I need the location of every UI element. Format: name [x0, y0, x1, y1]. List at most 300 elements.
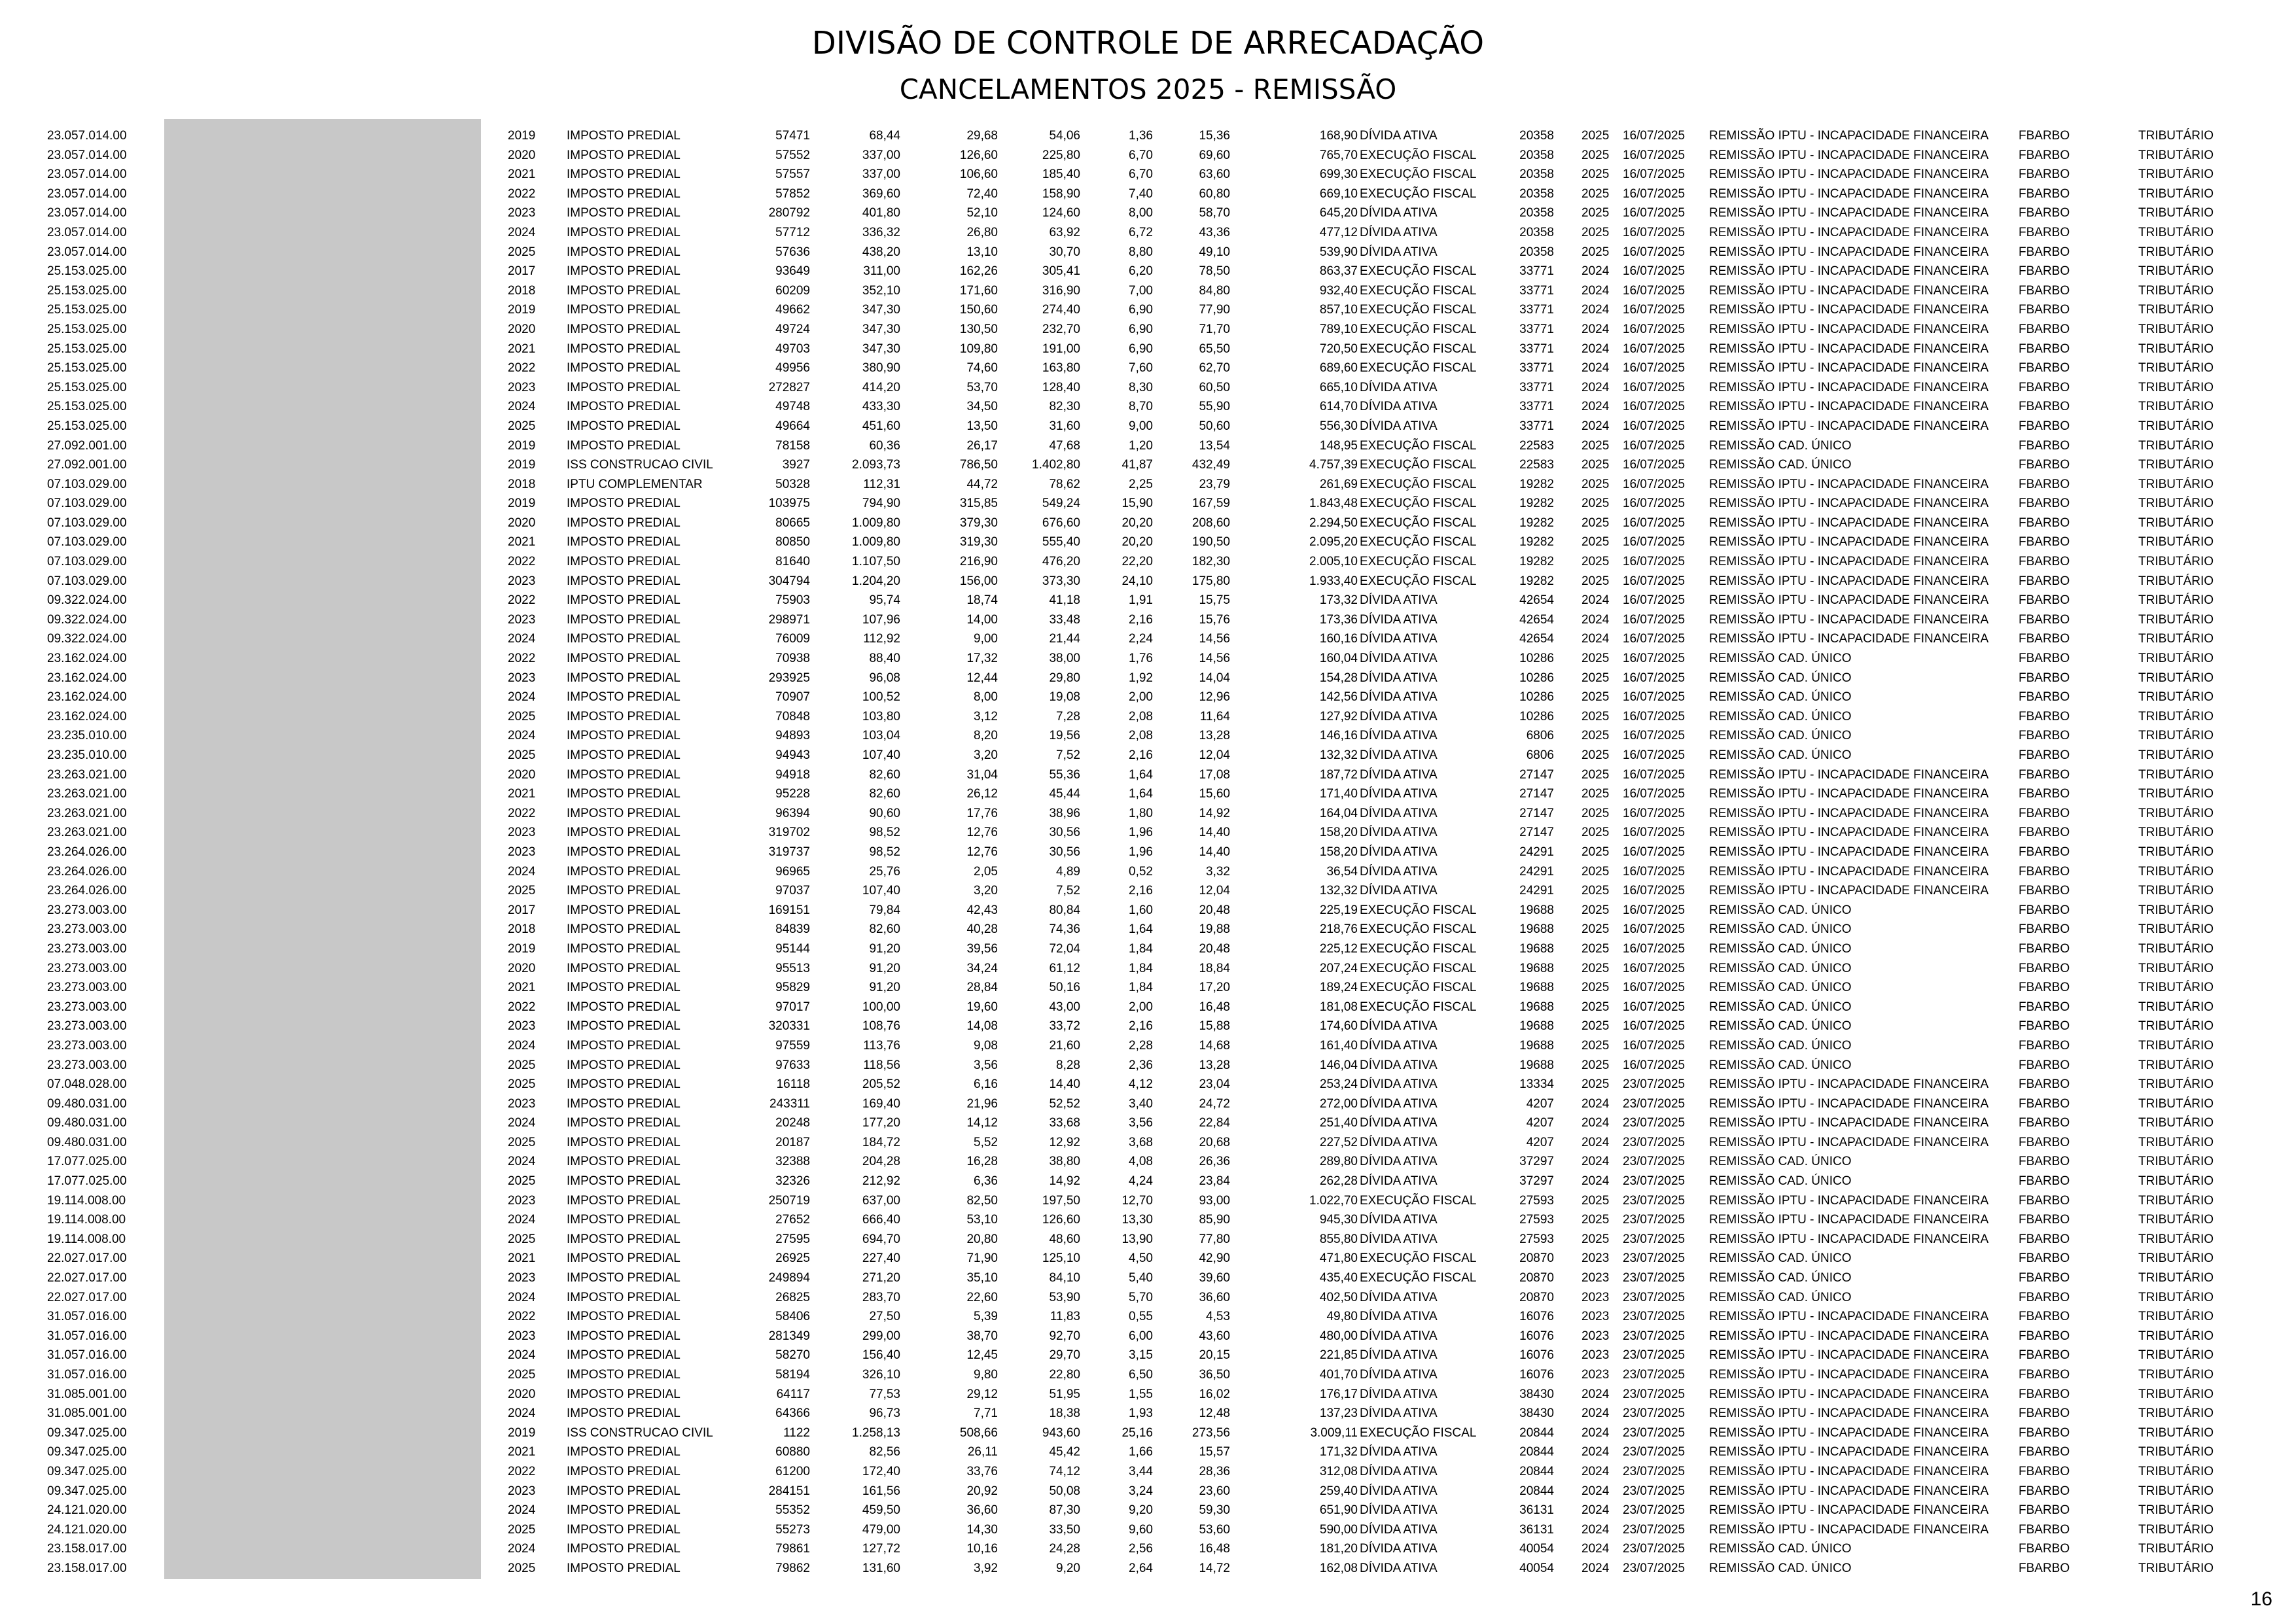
total-cell: 259,40 — [1319, 1484, 1358, 1498]
correcao-cell: 315,85 — [959, 497, 998, 511]
valor-original-cell: 369,60 — [862, 186, 900, 201]
processo-cell: 20358 — [1519, 245, 1554, 259]
juros-cell: 14,40 — [1049, 1077, 1080, 1092]
tributo-cell: IMPOSTO PREDIAL — [567, 380, 680, 394]
processo-cell: 19688 — [1519, 941, 1554, 956]
situacao-cell: EXECUÇÃO FISCAL — [1360, 497, 1477, 511]
usuario-cell: FBARBO — [2019, 477, 2070, 491]
motivo-cell: REMISSÃO IPTU - INCAPACIDADE FINANCEIRA — [1709, 1096, 1989, 1111]
processo-cell: 20358 — [1519, 206, 1554, 220]
data-cell: 16/07/2025 — [1623, 555, 1686, 569]
inscricao-cell: 23.273.003.00 — [47, 903, 127, 917]
data-cell: 16/07/2025 — [1623, 380, 1686, 394]
valor-original-cell: 91,20 — [869, 961, 900, 975]
tributo-cell: IMPOSTO PREDIAL — [567, 748, 680, 762]
exercicio-cell: 2023 — [508, 845, 536, 859]
total-cell: 171,40 — [1319, 787, 1358, 801]
juros-cell: 84,10 — [1049, 1271, 1080, 1285]
juros-cell: 82,30 — [1049, 400, 1080, 414]
usuario-cell: FBARBO — [2019, 206, 2070, 220]
total-cell: 477,12 — [1319, 225, 1358, 239]
multa-cell: 7,40 — [1129, 186, 1153, 201]
motivo-cell: REMISSÃO IPTU - INCAPACIDADE FINANCEIRA — [1709, 167, 1989, 182]
correcao-cell: 20,80 — [966, 1232, 998, 1246]
situacao-cell: DÍVIDA ATIVA — [1360, 129, 1438, 143]
situacao-cell: DÍVIDA ATIVA — [1360, 1174, 1438, 1189]
valor-original-cell: 666,40 — [862, 1213, 900, 1227]
table-row — [0, 669, 2296, 688]
usuario-cell: FBARBO — [2019, 1387, 2070, 1401]
tipo-cell: TRIBUTÁRIO — [2138, 283, 2214, 298]
data-cell: 16/07/2025 — [1623, 341, 1686, 356]
situacao-cell: EXECUÇÃO FISCAL — [1360, 941, 1477, 956]
data-cell: 16/07/2025 — [1623, 709, 1686, 724]
total-cell: 161,40 — [1319, 1038, 1358, 1053]
processo-ano-cell: 2025 — [1581, 148, 1610, 162]
processo-ano-cell: 2024 — [1581, 341, 1610, 356]
multa-cell: 6,00 — [1129, 1329, 1153, 1343]
tributo-cell: IMPOSTO PREDIAL — [567, 1096, 680, 1111]
situacao-cell: DÍVIDA ATIVA — [1360, 380, 1438, 394]
table-row — [0, 784, 2296, 804]
situacao-cell: EXECUÇÃO FISCAL — [1360, 477, 1477, 491]
table-row — [0, 1520, 2296, 1540]
correcao-cell: 33,76 — [966, 1464, 998, 1478]
juros-cell: 55,36 — [1049, 767, 1080, 782]
correcao-cell: 8,00 — [974, 690, 998, 705]
tributo-cell: IMPOSTO PREDIAL — [567, 1000, 680, 1014]
total-cell: 699,30 — [1319, 167, 1358, 182]
tipo-cell: TRIBUTÁRIO — [2138, 671, 2214, 685]
tributo-cell: IMPOSTO PREDIAL — [567, 1038, 680, 1053]
motivo-cell: REMISSÃO IPTU - INCAPACIDADE FINANCEIRA — [1709, 148, 1989, 162]
multa-cell: 5,40 — [1129, 1271, 1153, 1285]
data-cell: 16/07/2025 — [1623, 515, 1686, 530]
table-row — [0, 1346, 2296, 1365]
lancamento-cell: 61200 — [775, 1464, 810, 1478]
tipo-cell: TRIBUTÁRIO — [2138, 1213, 2214, 1227]
situacao-cell: DÍVIDA ATIVA — [1360, 1406, 1438, 1421]
table-row — [0, 959, 2296, 979]
table-row — [0, 494, 2296, 514]
multa-cell: 1,96 — [1129, 826, 1153, 840]
exercicio-cell: 2024 — [508, 1406, 536, 1421]
tipo-cell: TRIBUTÁRIO — [2138, 1425, 2214, 1440]
processo-cell: 24291 — [1519, 845, 1554, 859]
table-row — [0, 417, 2296, 436]
table-row — [0, 823, 2296, 843]
usuario-cell: FBARBO — [2019, 1542, 2070, 1556]
exercicio-cell: 2019 — [508, 458, 536, 472]
table-row — [0, 1172, 2296, 1191]
lancamento-cell: 96965 — [775, 864, 810, 879]
processo-cell: 20844 — [1519, 1484, 1554, 1498]
lancamento-cell: 319737 — [768, 845, 810, 859]
processo-ano-cell: 2025 — [1581, 1232, 1610, 1246]
multa-cell: 3,68 — [1129, 1135, 1153, 1149]
usuario-cell: FBARBO — [2019, 438, 2070, 453]
data-cell: 16/07/2025 — [1623, 477, 1686, 491]
juros-cell: 43,00 — [1049, 1000, 1080, 1014]
processo-ano-cell: 2024 — [1581, 593, 1610, 608]
correcao-cell: 19,60 — [966, 1000, 998, 1014]
situacao-cell: EXECUÇÃO FISCAL — [1360, 283, 1477, 298]
processo-cell: 19688 — [1519, 1038, 1554, 1053]
correcao-cell: 29,68 — [966, 129, 998, 143]
data-cell: 16/07/2025 — [1623, 1058, 1686, 1072]
data-cell: 23/07/2025 — [1623, 1561, 1686, 1575]
lancamento-cell: 58270 — [775, 1348, 810, 1363]
table-row — [0, 726, 2296, 746]
correcao-cell: 44,72 — [966, 477, 998, 491]
tributo-cell: IMPOSTO PREDIAL — [567, 1116, 680, 1130]
usuario-cell: FBARBO — [2019, 186, 2070, 201]
situacao-cell: DÍVIDA ATIVA — [1360, 1077, 1438, 1092]
exercicio-cell: 2019 — [508, 941, 536, 956]
valor-original-cell: 112,31 — [863, 477, 900, 491]
tributo-cell: IMPOSTO PREDIAL — [567, 884, 680, 898]
tributo-cell: IMPOSTO PREDIAL — [567, 574, 680, 588]
processo-cell: 4207 — [1526, 1135, 1554, 1149]
tipo-cell: TRIBUTÁRIO — [2138, 477, 2214, 491]
usuario-cell: FBARBO — [2019, 787, 2070, 801]
juros-cell: 72,04 — [1049, 941, 1080, 956]
juros-cell: 92,70 — [1049, 1329, 1080, 1343]
lancamento-cell: 250719 — [768, 1193, 810, 1208]
usuario-cell: FBARBO — [2019, 1561, 2070, 1575]
juros-cell: 225,80 — [1042, 148, 1080, 162]
multa-cell: 8,30 — [1129, 380, 1153, 394]
total-cell: 137,23 — [1319, 1406, 1358, 1421]
tributo-cell: IMPOSTO PREDIAL — [567, 341, 680, 356]
processo-ano-cell: 2024 — [1581, 303, 1610, 317]
total-cell: 253,24 — [1319, 1077, 1358, 1092]
tributo-cell: IMPOSTO PREDIAL — [567, 1077, 680, 1092]
situacao-cell: EXECUÇÃO FISCAL — [1360, 361, 1477, 375]
usuario-cell: FBARBO — [2019, 612, 2070, 627]
motivo-cell: REMISSÃO IPTU - INCAPACIDADE FINANCEIRA — [1709, 593, 1989, 608]
total-cell: 189,24 — [1319, 981, 1358, 995]
encargos-cell: 84,80 — [1199, 283, 1230, 298]
multa-cell: 9,20 — [1129, 1503, 1153, 1518]
table-row — [0, 998, 2296, 1017]
inscricao-cell: 23.273.003.00 — [47, 1038, 127, 1053]
motivo-cell: REMISSÃO CAD. ÚNICO — [1709, 1058, 1852, 1072]
juros-cell: 21,44 — [1049, 632, 1080, 646]
exercicio-cell: 2024 — [508, 400, 536, 414]
encargos-cell: 12,04 — [1199, 884, 1230, 898]
situacao-cell: DÍVIDA ATIVA — [1360, 400, 1438, 414]
inscricao-cell: 31.057.016.00 — [47, 1348, 127, 1363]
motivo-cell: REMISSÃO IPTU - INCAPACIDADE FINANCEIRA — [1709, 612, 1989, 627]
usuario-cell: FBARBO — [2019, 1484, 2070, 1498]
encargos-cell: 14,40 — [1199, 845, 1230, 859]
multa-cell: 3,56 — [1129, 1116, 1153, 1130]
data-cell: 23/07/2025 — [1623, 1174, 1686, 1189]
encargos-cell: 39,60 — [1199, 1271, 1230, 1285]
total-cell: 945,30 — [1319, 1213, 1358, 1227]
usuario-cell: FBARBO — [2019, 535, 2070, 550]
juros-cell: 30,70 — [1049, 245, 1080, 259]
processo-cell: 19688 — [1519, 1019, 1554, 1034]
valor-original-cell: 1.009,80 — [852, 535, 900, 550]
multa-cell: 24,10 — [1122, 574, 1153, 588]
situacao-cell: DÍVIDA ATIVA — [1360, 748, 1438, 762]
juros-cell: 163,80 — [1042, 361, 1080, 375]
exercicio-cell: 2022 — [508, 652, 536, 666]
situacao-cell: DÍVIDA ATIVA — [1360, 729, 1438, 743]
lancamento-cell: 94893 — [775, 729, 810, 743]
tributo-cell: IMPOSTO PREDIAL — [567, 652, 680, 666]
lancamento-cell: 57471 — [775, 129, 810, 143]
valor-original-cell: 79,84 — [869, 903, 900, 917]
multa-cell: 15,90 — [1122, 497, 1153, 511]
exercicio-cell: 2023 — [508, 1271, 536, 1285]
table-row — [0, 1075, 2296, 1094]
processo-cell: 27147 — [1519, 767, 1554, 782]
table-row — [0, 1501, 2296, 1520]
processo-ano-cell: 2025 — [1581, 1019, 1610, 1034]
motivo-cell: REMISSÃO IPTU - INCAPACIDADE FINANCEIRA — [1709, 1484, 1989, 1498]
processo-ano-cell: 2024 — [1581, 1484, 1610, 1498]
motivo-cell: REMISSÃO IPTU - INCAPACIDADE FINANCEIRA — [1709, 1310, 1989, 1324]
valor-original-cell: 107,40 — [862, 748, 900, 762]
juros-cell: 14,92 — [1049, 1174, 1080, 1189]
juros-cell: 197,50 — [1042, 1193, 1080, 1208]
situacao-cell: DÍVIDA ATIVA — [1360, 1542, 1438, 1556]
correcao-cell: 26,12 — [966, 787, 998, 801]
lancamento-cell: 81640 — [775, 555, 810, 569]
usuario-cell: FBARBO — [2019, 1096, 2070, 1111]
exercicio-cell: 2024 — [508, 1542, 536, 1556]
multa-cell: 25,16 — [1122, 1425, 1153, 1440]
tipo-cell: TRIBUTÁRIO — [2138, 341, 2214, 356]
total-cell: 789,10 — [1319, 322, 1358, 336]
encargos-cell: 20,15 — [1199, 1348, 1230, 1363]
correcao-cell: 34,24 — [966, 961, 998, 975]
data-cell: 23/07/2025 — [1623, 1464, 1686, 1478]
lancamento-cell: 95513 — [775, 961, 810, 975]
usuario-cell: FBARBO — [2019, 1368, 2070, 1382]
valor-original-cell: 27,50 — [869, 1310, 900, 1324]
lancamento-cell: 79862 — [775, 1561, 810, 1575]
correcao-cell: 106,60 — [959, 167, 998, 182]
motivo-cell: REMISSÃO CAD. ÚNICO — [1709, 671, 1852, 685]
usuario-cell: FBARBO — [2019, 941, 2070, 956]
tributo-cell: IMPOSTO PREDIAL — [567, 225, 680, 239]
data-cell: 23/07/2025 — [1623, 1310, 1686, 1324]
situacao-cell: DÍVIDA ATIVA — [1360, 225, 1438, 239]
processo-ano-cell: 2024 — [1581, 1155, 1610, 1169]
inscricao-cell: 23.273.003.00 — [47, 961, 127, 975]
situacao-cell: DÍVIDA ATIVA — [1360, 1038, 1438, 1053]
exercicio-cell: 2024 — [508, 729, 536, 743]
situacao-cell: EXECUÇÃO FISCAL — [1360, 1251, 1477, 1266]
usuario-cell: FBARBO — [2019, 767, 2070, 782]
multa-cell: 6,50 — [1129, 1368, 1153, 1382]
lancamento-cell: 95829 — [775, 981, 810, 995]
motivo-cell: REMISSÃO IPTU - INCAPACIDADE FINANCEIRA — [1709, 1425, 1989, 1440]
lancamento-cell: 16118 — [776, 1077, 810, 1092]
exercicio-cell: 2023 — [508, 1484, 536, 1498]
multa-cell: 2,16 — [1129, 748, 1153, 762]
processo-ano-cell: 2024 — [1581, 380, 1610, 394]
valor-original-cell: 82,60 — [869, 787, 900, 801]
encargos-cell: 60,50 — [1199, 380, 1230, 394]
table-row — [0, 203, 2296, 223]
inscricao-cell: 23.264.026.00 — [47, 845, 127, 859]
multa-cell: 2,25 — [1129, 477, 1153, 491]
situacao-cell: EXECUÇÃO FISCAL — [1360, 458, 1477, 472]
correcao-cell: 42,43 — [966, 903, 998, 917]
data-cell: 16/07/2025 — [1623, 729, 1686, 743]
processo-ano-cell: 2024 — [1581, 1116, 1610, 1130]
total-cell: 932,40 — [1319, 283, 1358, 298]
motivo-cell: REMISSÃO IPTU - INCAPACIDADE FINANCEIRA — [1709, 1116, 1989, 1130]
encargos-cell: 19,88 — [1199, 922, 1230, 937]
juros-cell: 4,89 — [1056, 864, 1080, 879]
tipo-cell: TRIBUTÁRIO — [2138, 1193, 2214, 1208]
exercicio-cell: 2023 — [508, 574, 536, 588]
data-cell: 16/07/2025 — [1623, 941, 1686, 956]
exercicio-cell: 2020 — [508, 322, 536, 336]
table-row — [0, 184, 2296, 204]
lancamento-cell: 103975 — [768, 497, 810, 511]
inscricao-cell: 07.103.029.00 — [47, 535, 127, 550]
inscricao-cell: 23.273.003.00 — [47, 1058, 127, 1072]
processo-cell: 10286 — [1519, 690, 1554, 705]
usuario-cell: FBARBO — [2019, 497, 2070, 511]
inscricao-cell: 23.162.024.00 — [47, 652, 127, 666]
total-cell: 863,37 — [1319, 264, 1358, 279]
processo-ano-cell: 2025 — [1581, 497, 1610, 511]
encargos-cell: 26,36 — [1199, 1155, 1230, 1169]
encargos-cell: 62,70 — [1199, 361, 1230, 375]
tributo-cell: IMPOSTO PREDIAL — [567, 1174, 680, 1189]
tipo-cell: TRIBUTÁRIO — [2138, 1038, 2214, 1053]
inscricao-cell: 07.103.029.00 — [47, 515, 127, 530]
table-row — [0, 629, 2296, 649]
processo-cell: 20358 — [1519, 167, 1554, 182]
tipo-cell: TRIBUTÁRIO — [2138, 1368, 2214, 1382]
encargos-cell: 15,88 — [1199, 1019, 1230, 1034]
data-cell: 23/07/2025 — [1623, 1484, 1686, 1498]
multa-cell: 0,52 — [1129, 864, 1153, 879]
usuario-cell: FBARBO — [2019, 419, 2070, 433]
tributo-cell: IPTU COMPLEMENTAR — [567, 477, 703, 491]
valor-original-cell: 95,74 — [869, 593, 900, 608]
situacao-cell: EXECUÇÃO FISCAL — [1360, 148, 1477, 162]
encargos-cell: 15,76 — [1199, 612, 1230, 627]
tipo-cell: TRIBUTÁRIO — [2138, 1019, 2214, 1034]
usuario-cell: FBARBO — [2019, 555, 2070, 569]
motivo-cell: REMISSÃO CAD. ÚNICO — [1709, 1290, 1852, 1304]
processo-cell: 19282 — [1519, 497, 1554, 511]
tipo-cell: TRIBUTÁRIO — [2138, 922, 2214, 937]
exercicio-cell: 2022 — [508, 1464, 536, 1478]
tributo-cell: IMPOSTO PREDIAL — [567, 1561, 680, 1575]
total-cell: 651,90 — [1319, 1503, 1358, 1518]
motivo-cell: REMISSÃO IPTU - INCAPACIDADE FINANCEIRA — [1709, 884, 1989, 898]
valor-original-cell: 82,60 — [869, 922, 900, 937]
tributo-cell: IMPOSTO PREDIAL — [567, 1232, 680, 1246]
processo-ano-cell: 2025 — [1581, 225, 1610, 239]
situacao-cell: DÍVIDA ATIVA — [1360, 1522, 1438, 1537]
correcao-cell: 20,92 — [966, 1484, 998, 1498]
inscricao-cell: 24.121.020.00 — [47, 1503, 127, 1518]
processo-cell: 27147 — [1519, 806, 1554, 820]
processo-cell: 19688 — [1519, 961, 1554, 975]
situacao-cell: EXECUÇÃO FISCAL — [1360, 922, 1477, 937]
multa-cell: 9,00 — [1129, 419, 1153, 433]
usuario-cell: FBARBO — [2019, 1290, 2070, 1304]
multa-cell: 6,90 — [1129, 303, 1153, 317]
tributo-cell: IMPOSTO PREDIAL — [567, 806, 680, 820]
exercicio-cell: 2020 — [508, 961, 536, 975]
valor-original-cell: 2.093,73 — [852, 458, 900, 472]
processo-ano-cell: 2025 — [1581, 1193, 1610, 1208]
situacao-cell: EXECUÇÃO FISCAL — [1360, 438, 1477, 453]
multa-cell: 1,55 — [1129, 1387, 1153, 1401]
encargos-cell: 13,28 — [1199, 729, 1230, 743]
total-cell: 168,90 — [1319, 129, 1358, 143]
inscricao-cell: 23.263.021.00 — [47, 826, 127, 840]
situacao-cell: DÍVIDA ATIVA — [1360, 245, 1438, 259]
lancamento-cell: 64366 — [775, 1406, 810, 1421]
multa-cell: 6,90 — [1129, 341, 1153, 356]
valor-original-cell: 336,32 — [862, 225, 900, 239]
lancamento-cell: 49956 — [775, 361, 810, 375]
total-cell: 158,20 — [1319, 845, 1358, 859]
data-cell: 23/07/2025 — [1623, 1522, 1686, 1537]
encargos-cell: 167,59 — [1192, 497, 1230, 511]
situacao-cell: DÍVIDA ATIVA — [1360, 690, 1438, 705]
processo-cell: 20358 — [1519, 148, 1554, 162]
lancamento-cell: 304794 — [768, 574, 810, 588]
data-cell: 23/07/2025 — [1623, 1096, 1686, 1111]
inscricao-cell: 25.153.025.00 — [47, 264, 127, 279]
processo-cell: 33771 — [1519, 303, 1554, 317]
processo-cell: 10286 — [1519, 709, 1554, 724]
multa-cell: 2,16 — [1129, 612, 1153, 627]
juros-cell: 47,68 — [1049, 438, 1080, 453]
encargos-cell: 36,60 — [1199, 1290, 1230, 1304]
table-row — [0, 1191, 2296, 1211]
inscricao-cell: 09.347.025.00 — [47, 1445, 127, 1459]
motivo-cell: REMISSÃO IPTU - INCAPACIDADE FINANCEIRA — [1709, 787, 1989, 801]
usuario-cell: FBARBO — [2019, 283, 2070, 298]
total-cell: 262,28 — [1319, 1174, 1358, 1189]
encargos-cell: 43,36 — [1199, 225, 1230, 239]
juros-cell: 48,60 — [1049, 1232, 1080, 1246]
total-cell: 720,50 — [1319, 341, 1358, 356]
juros-cell: 1.402,80 — [1032, 458, 1080, 472]
data-cell: 23/07/2025 — [1623, 1213, 1686, 1227]
total-cell: 272,00 — [1319, 1096, 1358, 1111]
tributo-cell: IMPOSTO PREDIAL — [567, 729, 680, 743]
correcao-cell: 17,76 — [966, 806, 998, 820]
usuario-cell: FBARBO — [2019, 129, 2070, 143]
valor-original-cell: 131,60 — [862, 1561, 900, 1575]
motivo-cell: REMISSÃO IPTU - INCAPACIDADE FINANCEIRA — [1709, 341, 1989, 356]
motivo-cell: REMISSÃO IPTU - INCAPACIDADE FINANCEIRA — [1709, 264, 1989, 279]
processo-ano-cell: 2024 — [1581, 632, 1610, 646]
tributo-cell: IMPOSTO PREDIAL — [567, 129, 680, 143]
lancamento-cell: 27652 — [775, 1213, 810, 1227]
correcao-cell: 126,60 — [959, 148, 998, 162]
lancamento-cell: 20187 — [775, 1135, 810, 1149]
multa-cell: 4,08 — [1129, 1155, 1153, 1169]
